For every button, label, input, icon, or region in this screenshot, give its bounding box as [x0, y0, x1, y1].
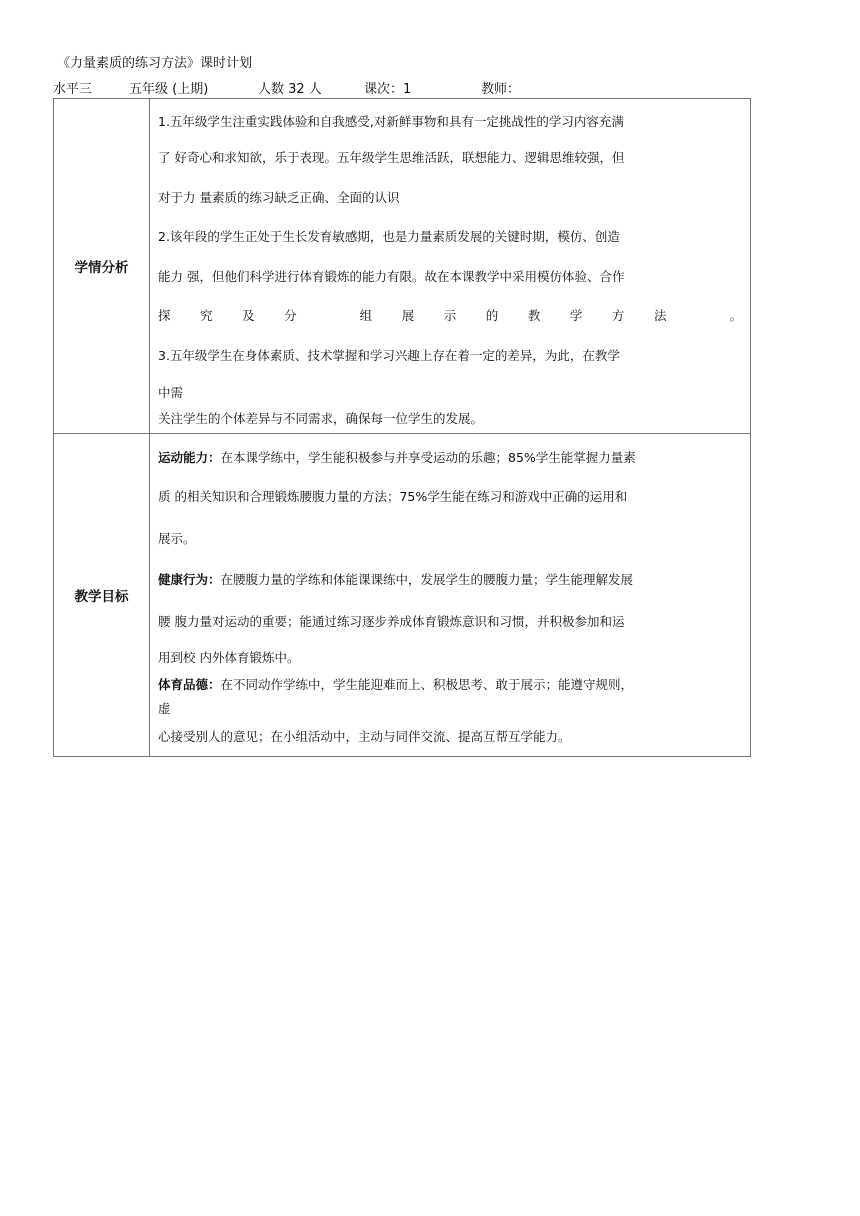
table-row [54, 434, 751, 757]
analysis-line: 探究及分 组展示的教学方法 。 [158, 308, 742, 323]
lesson-plan-table [53, 98, 751, 757]
goal-line: 心接受别人的意见；在小组活动中，主动与同伴交流、提高互帮互学能力。 [158, 729, 571, 744]
meta-teacher: 教师： [481, 82, 521, 97]
document-title: 《力量素质的练习方法》课时计划 [57, 56, 253, 71]
analysis-line: 对于力 量素质的练习缺乏正确、全面的认识 [158, 189, 400, 205]
analysis-line: 关注学生的个体差异与不同需求，确保每一位学生的发展。 [158, 411, 484, 426]
analysis-line: 3.五年级学生在身体素质、技术掌握和学习兴趣上存在着一定的差异，为此，在教学 [158, 347, 620, 363]
goal-line [158, 674, 742, 696]
goal-text: 在本课学练中，学生能积极参与并享受运动的乐趣；85%学生能掌握力量素 [220, 450, 636, 465]
section-label-analysis: 学情分析 [54, 99, 150, 434]
goal-heading: 运动能力： [158, 450, 221, 465]
lesson-meta-row [53, 78, 753, 96]
analysis-line: 1.五年级学生注重实践体验和自我感受,对新鲜事物和具有一定挑战性的学习内容充满 [158, 114, 624, 129]
analysis-line: 能力 强，但他们科学进行体育锻炼的能力有限。故在本课教学中采用模仿体验、合作 [158, 268, 625, 284]
goal-line [158, 440, 742, 476]
section-content-goals [150, 434, 751, 757]
analysis-line: 2.该年段的学生正处于生长发育敏感期，也是力量素质发展的关键时期，模仿、创造 [158, 229, 620, 244]
goal-line: 用到校 内外体育锻炼中。 [158, 650, 300, 665]
meta-grade: 五年级 (上期) [129, 82, 209, 97]
section-content-analysis [150, 99, 751, 434]
goal-heading: 健康行为： [158, 572, 221, 587]
goal-line: 展示。 [158, 530, 196, 546]
table-row [54, 99, 751, 434]
section-label-goals: 教学目标 [54, 434, 150, 757]
goal-heading: 体育品德： [158, 677, 221, 692]
goal-line: 虚 [158, 701, 171, 716]
analysis-line: 中需 [158, 385, 184, 400]
goal-line: 质 的相关知识和合理锻炼腰腹力量的方法；75%学生能在练习和游戏中正确的运用和 [158, 489, 628, 504]
goal-text: 在不同动作学练中，学生能迎难而上、积极思考、敢于展示；能遵守规则， [220, 677, 634, 692]
meta-student-count: 人数 32 人 [258, 82, 322, 97]
goal-line: 腰 腹力量对运动的重要；能通过练习逐步养成体育锻炼意识和习惯，并积极参加和运 [158, 613, 625, 629]
analysis-line: 了 好奇心和求知欲，乐于表现。五年级学生思维活跃，联想能力、逻辑思维较强，但 [158, 150, 625, 165]
goal-text: 在腰腹力量的学练和体能课课练中，发展学生的腰腹力量；学生能理解发展 [220, 572, 634, 587]
goal-line [158, 559, 742, 601]
meta-level: 水平三 [53, 82, 93, 97]
meta-lesson-number: 课次：1 [364, 82, 412, 97]
